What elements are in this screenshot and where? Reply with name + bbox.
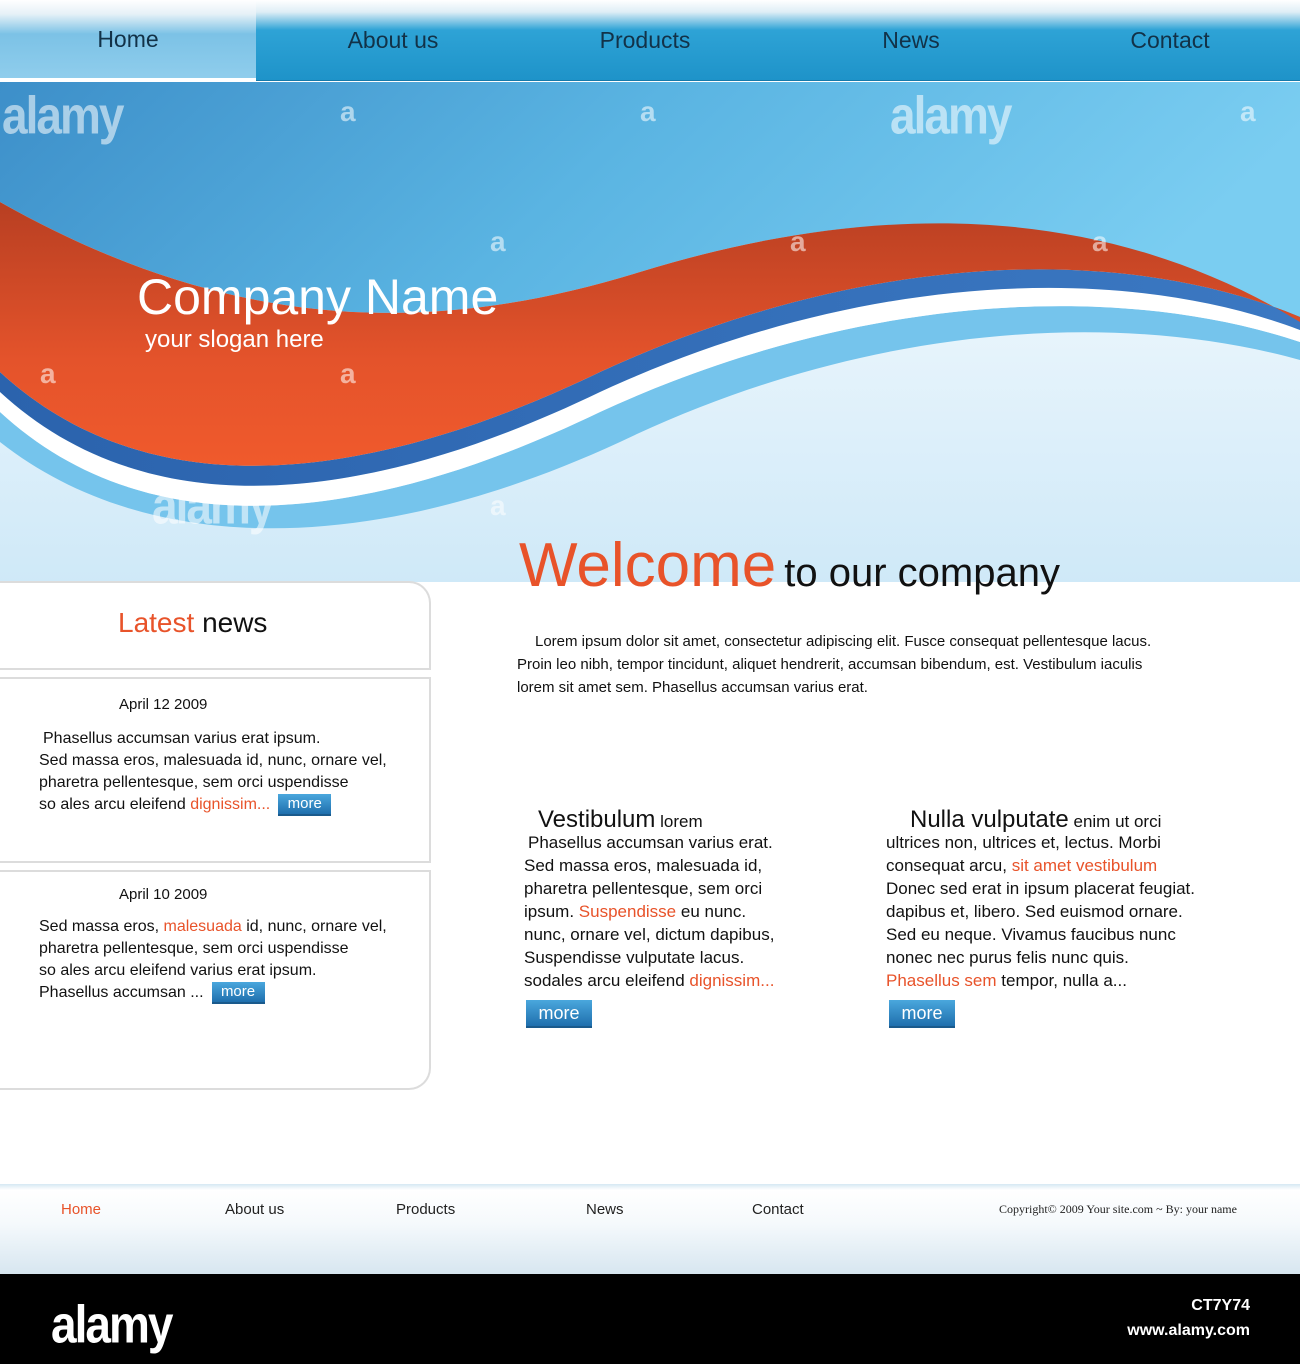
news-line: pharetra pellentesque, sem orci uspendisse bbox=[39, 774, 349, 791]
news-line: Sed massa eros, malesuada id, nunc, ornare vel, bbox=[39, 752, 387, 769]
nav-item-label: News bbox=[882, 27, 940, 53]
column-heading bbox=[524, 808, 844, 833]
column-line bbox=[886, 969, 1266, 992]
footer-link-home[interactable]: Home bbox=[61, 1201, 102, 1218]
column-line: Donec sed erat in ipsum placerat feugiat. bbox=[886, 879, 1196, 898]
news-item bbox=[0, 677, 431, 863]
welcome-word: Welcome bbox=[519, 531, 777, 600]
nav-item-label: About us bbox=[347, 27, 439, 53]
welcome-intro bbox=[517, 630, 1237, 699]
more-button[interactable]: more bbox=[526, 1000, 592, 1028]
column-line: nonec nec purus felis nunc quis. bbox=[886, 948, 1129, 967]
company-slogan: your slogan here bbox=[145, 326, 324, 353]
watermark-text: alamy bbox=[890, 85, 1011, 145]
header-banner bbox=[0, 82, 1300, 582]
watermark-text: a bbox=[490, 226, 506, 257]
more-row bbox=[886, 1000, 1266, 1028]
column-line: pharetra pellentesque, sem orci bbox=[524, 879, 763, 898]
news-line-text: Sed massa eros, bbox=[39, 918, 164, 935]
company-name: Company Name bbox=[137, 269, 499, 325]
watermark-text: a bbox=[790, 226, 806, 257]
more-row bbox=[524, 1000, 844, 1028]
nav-item-label: Products bbox=[599, 27, 691, 53]
watermark-text: a bbox=[340, 358, 356, 389]
nav-item-about-us[interactable] bbox=[262, 0, 524, 81]
malesuada-link[interactable]: malesuada bbox=[163, 918, 242, 935]
column-line-text: consequat arcu, bbox=[886, 856, 1012, 875]
sit-amet-vestibulum-link[interactable]: sit amet vestibulum bbox=[1011, 856, 1158, 875]
intro-line: lorem sit amet sem. Phasellus accumsan varius erat. bbox=[517, 679, 868, 696]
latest-news-header bbox=[0, 581, 431, 670]
footer bbox=[0, 1184, 1300, 1274]
title-rest: news bbox=[202, 607, 268, 638]
column-line: ultrices non, ultrices et, lectus. Morbi bbox=[886, 833, 1161, 852]
nav-item-products[interactable] bbox=[516, 0, 774, 81]
column-line: nunc, ornare vel, dictum dapibus, bbox=[524, 925, 775, 944]
news-line-text: id, nunc, ornare vel, bbox=[241, 918, 387, 935]
column-line: Phasellus accumsan varius erat. bbox=[528, 833, 773, 852]
column-line bbox=[524, 969, 844, 992]
nav-item-label: Home bbox=[97, 25, 159, 52]
column-line-text: eu nunc. bbox=[676, 902, 747, 921]
news-line bbox=[39, 794, 419, 816]
column-heading bbox=[886, 808, 1266, 833]
column-line-text: sodales arcu eleifend bbox=[524, 971, 690, 990]
phasellus-sem-link[interactable]: Phasellus sem bbox=[886, 971, 997, 990]
heading-main: Nulla vulputate bbox=[910, 806, 1069, 833]
welcome-rest: to our company bbox=[784, 551, 1060, 595]
copyright-text: Copyright© 2009 Your site.com ~ By: your name bbox=[999, 1202, 1237, 1216]
news-text bbox=[39, 728, 419, 816]
column-line: Sed massa eros, malesuada id, bbox=[524, 856, 763, 875]
column-line: Sed eu neque. Vivamus faucibus nunc bbox=[886, 925, 1176, 944]
image-id: CT7Y74 bbox=[1191, 1297, 1250, 1314]
watermark-text: alamy bbox=[152, 475, 273, 535]
news-item bbox=[0, 870, 431, 1090]
stock-credit-bar bbox=[0, 1274, 1300, 1364]
news-line: Phasellus accumsan varius erat ipsum. bbox=[43, 730, 321, 747]
column-line bbox=[524, 900, 844, 923]
footer-link-about-us[interactable]: About us bbox=[225, 1201, 285, 1218]
watermark-text: a bbox=[40, 358, 56, 389]
latest-news-title bbox=[118, 607, 267, 639]
column-line-text: tempor, nulla a... bbox=[996, 971, 1127, 990]
footer-link-news[interactable]: News bbox=[586, 1201, 624, 1218]
footer-link-products[interactable]: Products bbox=[396, 1201, 456, 1218]
heading-small: lorem bbox=[660, 812, 703, 831]
stock-site-url: www.alamy.com bbox=[1127, 1322, 1250, 1339]
intro-line: Proin leo nibh, tempor tincidunt, aliquet hendrerit, accumsan bibendum, est. Vestibulum iaculis bbox=[517, 656, 1143, 673]
column-line-text: ipsum. bbox=[524, 902, 579, 921]
nav-item-contact[interactable] bbox=[1040, 0, 1300, 81]
watermark-text: a bbox=[1092, 226, 1108, 257]
heading-small: enim ut orci bbox=[1073, 812, 1162, 831]
dignissim-link[interactable]: dignissim... bbox=[190, 796, 271, 814]
news-line bbox=[39, 916, 419, 938]
nav-item-news[interactable] bbox=[782, 0, 1040, 81]
news-text bbox=[39, 916, 419, 1004]
watermark-text: a bbox=[490, 490, 506, 521]
news-line: so ales arcu eleifend varius erat ipsum. bbox=[39, 962, 317, 979]
intro-line: Lorem ipsum dolor sit amet, consectetur adipiscing elit. Fusce consequat pellentesque lacus. bbox=[535, 633, 1152, 650]
column-line: dapibus et, libero. Sed euismod ornare. bbox=[886, 902, 1183, 921]
news-date: April 12 2009 bbox=[119, 696, 208, 713]
column-vestibulum bbox=[524, 808, 844, 1028]
news-line: pharetra pellentesque, sem orci uspendisse bbox=[39, 940, 349, 957]
suspendisse-link[interactable]: Suspendisse bbox=[578, 902, 677, 921]
column-nulla-vulputate bbox=[886, 808, 1266, 1028]
nav-item-label: Contact bbox=[1130, 27, 1210, 53]
more-button[interactable]: more bbox=[278, 794, 331, 816]
news-date: April 10 2009 bbox=[119, 886, 208, 903]
watermark-text: a bbox=[1240, 96, 1256, 127]
column-line bbox=[886, 854, 1266, 877]
column-line: Suspendisse vulputate lacus. bbox=[524, 948, 745, 967]
watermark-text: a bbox=[640, 96, 656, 127]
welcome-heading bbox=[519, 530, 1060, 601]
news-line bbox=[39, 982, 419, 1004]
heading-main: Vestibulum bbox=[538, 806, 656, 833]
watermark-text: alamy bbox=[2, 85, 123, 145]
more-button[interactable]: more bbox=[212, 982, 265, 1004]
top-navigation bbox=[0, 0, 1300, 81]
alamy-logo: alamy bbox=[51, 1294, 172, 1354]
nav-item-home[interactable] bbox=[0, 0, 256, 81]
dignissim-link[interactable]: dignissim... bbox=[689, 971, 775, 990]
title-accent: Latest bbox=[118, 607, 195, 638]
more-button[interactable]: more bbox=[889, 1000, 955, 1028]
news-line-text: Phasellus accumsan ... bbox=[39, 984, 204, 1002]
footer-link-contact[interactable]: Contact bbox=[752, 1201, 804, 1218]
watermark-text: a bbox=[340, 96, 356, 127]
news-line-text: so ales arcu eleifend bbox=[39, 796, 191, 814]
